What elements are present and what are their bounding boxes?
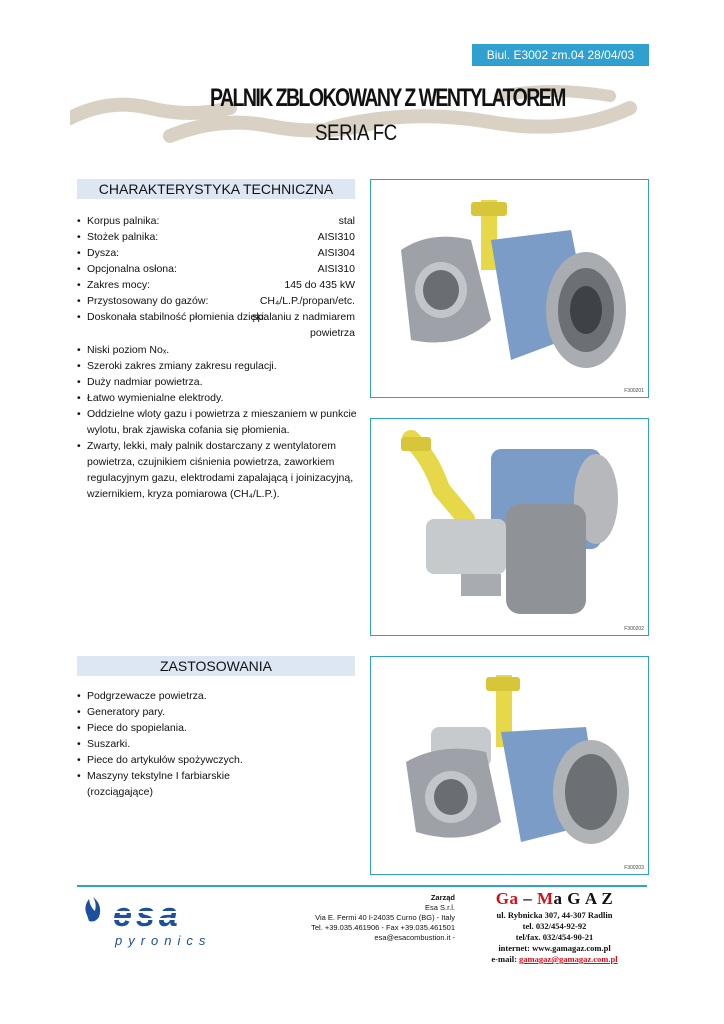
list-item: • Szeroki zakres zmiany zakresu regulacji. bbox=[77, 358, 367, 374]
photo-caption: F300202 bbox=[624, 626, 644, 632]
dealer-name: Ga – Ma G A Z bbox=[495, 889, 614, 908]
spec-value: AISI310 bbox=[317, 231, 355, 243]
list-item: • Łatwo wymienialne elektrody. bbox=[77, 390, 367, 406]
burner-photo bbox=[370, 418, 649, 636]
footer-divider bbox=[77, 885, 647, 887]
dealer-street: ul. Rybnicka 307, 44-307 Radlin bbox=[496, 910, 613, 920]
office-label: Zarząd bbox=[430, 893, 455, 902]
spec-label: Stożek palnika: bbox=[87, 231, 159, 243]
spec-value: stal bbox=[338, 215, 355, 227]
photo-caption: F300203 bbox=[624, 865, 644, 871]
list-item: • Piece do spopielania. bbox=[77, 720, 367, 736]
list-item: • Zwarty, lekki, mały palnik dostarczany z wentylatorem powietrza, czujnikiem ciśnienia powietrza, zaworkiem regulacyjnym gazu, elektrodami zapalającą i joinizacyjną, wziernikiem, kryza pomiarowa (CH₄/L.P.). bbox=[77, 438, 367, 502]
dealer-contact bbox=[462, 888, 647, 965]
list-item: • Maszyny tekstylne I farbiarskie (rozciągające) bbox=[77, 768, 247, 800]
spec-value: powietrza bbox=[310, 327, 355, 339]
dealer-email-link[interactable]: gamagaz@gamagaz.com.pl bbox=[519, 954, 618, 964]
bulletin-label: Biul. E3002 zm.04 28/04/03 bbox=[472, 44, 649, 66]
company-email: esa@esacombustion.it - bbox=[374, 933, 455, 942]
spec-label: Przystosowany do gazów: bbox=[87, 295, 209, 307]
spec-label: Opcjonalna osłona: bbox=[87, 263, 177, 275]
spec-heading: CHARAKTERYSTYKA TECHNICZNA bbox=[77, 179, 355, 199]
applications-heading: ZASTOSOWANIA bbox=[77, 656, 355, 676]
spec-label: Doskonała stabilność płomienia dzięki: bbox=[87, 311, 267, 323]
burner-photo bbox=[370, 656, 649, 875]
dealer-email-label: e-mail: bbox=[491, 954, 517, 964]
list-item: • Oddzielne wloty gazu i powietrza z mieszaniem w punkcie wylotu, brak zjawiska cofania się płomienia. bbox=[77, 406, 367, 438]
page-subtitle: SERIA FC bbox=[315, 120, 397, 145]
feature-list bbox=[77, 342, 367, 502]
list-item: • Piece do artykułów spożywczych. bbox=[77, 752, 367, 768]
list-item: • Generatory pary. bbox=[77, 704, 367, 720]
applications-list bbox=[77, 688, 367, 800]
burner-image bbox=[371, 657, 648, 874]
list-item: • Niski poziom Noₓ. bbox=[77, 342, 367, 358]
burner-image bbox=[371, 180, 648, 397]
company-address: Via E. Fermi 40 I-24035 Curno (BG) - Italy bbox=[315, 913, 455, 922]
burner-photo bbox=[370, 179, 649, 398]
dealer-tel: tel. 032/454-92-92 bbox=[522, 921, 587, 931]
photo-caption: F300201 bbox=[624, 388, 644, 394]
company-phone: Tel. +39.035.461906 - Fax +39.035.461501 bbox=[311, 923, 455, 932]
dealer-fax: tel/fax. 032/454-90-21 bbox=[515, 932, 594, 942]
spec-label: Zakres mocy: bbox=[87, 279, 151, 291]
company-name: Esa S.r.l. bbox=[424, 903, 455, 912]
spec-label: Dysza: bbox=[87, 247, 120, 259]
list-item: • Duży nadmiar powietrza. bbox=[77, 374, 367, 390]
burner-image bbox=[371, 419, 648, 635]
esa-contact bbox=[265, 893, 455, 943]
list-item: • Podgrzewacze powietrza. bbox=[77, 688, 367, 704]
svg-text:esa: esa bbox=[113, 896, 182, 934]
spec-value: AISI310 bbox=[317, 263, 355, 275]
spec-value: 145 do 435 kW bbox=[284, 279, 355, 291]
dealer-web: internet: www.gamagaz.com.pl bbox=[498, 943, 611, 953]
dealer-email-line bbox=[462, 954, 647, 965]
spec-value: AISI304 bbox=[317, 247, 355, 259]
esa-pyronics-logo bbox=[77, 893, 250, 953]
spec-value: CH₄/L.P./propan/etc. bbox=[259, 295, 355, 307]
list-item: • Suszarki. bbox=[77, 736, 367, 752]
svg-text:pyronics: pyronics bbox=[115, 933, 212, 948]
spec-value: spalaniu z nadmiarem bbox=[252, 311, 355, 323]
page-title: PALNIK ZBLOKOWANY Z WENTYLATOREM bbox=[210, 84, 565, 112]
spec-label: Korpus palnika: bbox=[87, 215, 160, 227]
